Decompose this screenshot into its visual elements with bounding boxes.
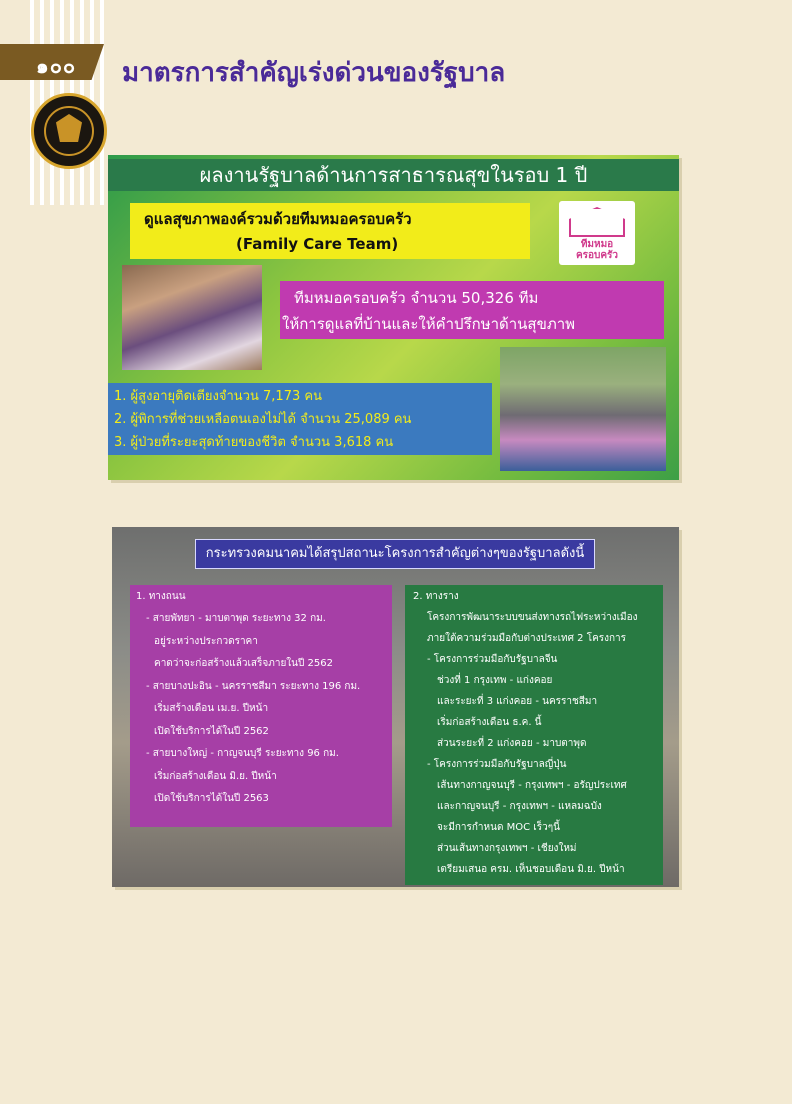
list-item: โครงการพัฒนาระบบขนส่งทางรถไฟระหว่างเมือง bbox=[427, 612, 638, 623]
list-item: - โครงการร่วมมือกับรัฐบาลญี่ปุ่น bbox=[427, 759, 567, 770]
list-item: ช่วงที่ 1 กรุงเทพ - แก่งคอย bbox=[437, 675, 553, 686]
logo-text bbox=[565, 239, 629, 261]
list-item: เริ่มก่อสร้างเดือน ธ.ค. นี้ bbox=[437, 717, 542, 728]
list-item: เริ่มก่อสร้างเดือน มิ.ย. ปีหน้า bbox=[154, 771, 277, 782]
list-item: 3. ผู้ป่วยที่ระยะสุดท้ายของชีวิต จำนวน 3,618 คน bbox=[114, 435, 394, 450]
list-item: 1. ผู้สูงอายุติดเตียงจำนวน 7,173 คน bbox=[114, 389, 322, 404]
logo-line1: ทีมหมอ bbox=[580, 239, 614, 250]
list-item: - สายพัทยา - มาบตาพุด ระยะทาง 32 กม. bbox=[146, 613, 326, 624]
list-item: เตรียมเสนอ ครม. เห็นชอบเดือน มิ.ย. ปีหน้า bbox=[437, 864, 625, 875]
list-item: ส่วนระยะที่ 2 แก่งคอย - มาบตาพุด bbox=[437, 738, 587, 749]
list-item: - สายบางใหญ่ - กาญจนบุรี ระยะทาง 96 กม. bbox=[146, 748, 339, 759]
rail-projects-box bbox=[405, 585, 663, 885]
slide2-title: กระทรวงคมนาคมได้สรุปสถานะโครงการสำคัญต่างๆของรัฐบาลดังนี้ bbox=[195, 539, 595, 569]
list-item: และกาญจนบุรี - กรุงเทพฯ - แหลมฉบัง bbox=[437, 801, 602, 812]
slide1-title: ผลงานรัฐบาลด้านการสาธารณสุขในรอบ 1 ปี bbox=[108, 159, 679, 191]
list-item: - โครงการร่วมมือกับรัฐบาลจีน bbox=[427, 654, 558, 665]
home-visit-photo bbox=[500, 347, 666, 471]
health-results-slide bbox=[108, 155, 679, 480]
subtitle-line2: (Family Care Team) bbox=[236, 235, 399, 253]
list-item: เปิดใช้บริการได้ในปี 2562 bbox=[154, 726, 269, 737]
team-count-line1: ทีมหมอครอบครัว จำนวน 50,326 ทีม bbox=[294, 289, 539, 307]
page-heading: มาตรการสำคัญเร่งด่วนของรัฐบาล bbox=[122, 58, 506, 88]
list-item: เส้นทางกาญจนบุรี - กรุงเทพฯ - อรัญประเทศ bbox=[437, 780, 627, 791]
page-number: ๑๐๐ bbox=[36, 54, 77, 78]
list-item: 1. ทางถนน bbox=[136, 591, 186, 602]
list-item: 2. ผู้พิการที่ช่วยเหลือตนเองไม่ได้ จำนวน 25,089 คน bbox=[114, 412, 412, 427]
house-icon bbox=[569, 207, 625, 237]
list-item: อยู่ระหว่างประกวดราคา bbox=[154, 636, 258, 647]
list-item: และระยะที่ 3 แก่งคอย - นครราชสีมา bbox=[437, 696, 598, 707]
transport-projects-slide bbox=[112, 527, 679, 887]
road-projects-box bbox=[130, 585, 392, 827]
subtitle-line1: ดูแลสุขภาพองค์รวมด้วยทีมหมอครอบครัว bbox=[144, 210, 412, 228]
team-count-line2: ให้การดูแลที่บ้านและให้คำปรึกษาด้านสุขภาพ bbox=[282, 315, 576, 333]
list-item: เริ่มสร้างเดือน เม.ย. ปีหน้า bbox=[154, 703, 269, 714]
list-item: ภายใต้ความร่วมมือกับต่างประเทศ 2 โครงการ bbox=[427, 633, 627, 644]
logo-line2: ครอบครัว bbox=[575, 250, 619, 261]
list-item: ส่วนเส้นทางกรุงเทพฯ - เชียงใหม่ bbox=[437, 843, 577, 854]
group-photo bbox=[122, 265, 262, 370]
list-item: - สายบางปะอิน - นครราชสีมา ระยะทาง 196 กม. bbox=[146, 681, 361, 692]
list-item: คาดว่าจะก่อสร้างแล้วเสร็จภายในปี 2562 bbox=[154, 658, 333, 669]
family-care-logo bbox=[559, 201, 635, 265]
list-item: 2. ทางราง bbox=[413, 591, 459, 602]
government-seal-icon bbox=[31, 93, 107, 169]
list-item: เปิดใช้บริการได้ในปี 2563 bbox=[154, 793, 269, 804]
list-item: จะมีการกำหนด MOC เร็วๆนี้ bbox=[437, 822, 560, 833]
patient-stats-list bbox=[114, 385, 411, 454]
